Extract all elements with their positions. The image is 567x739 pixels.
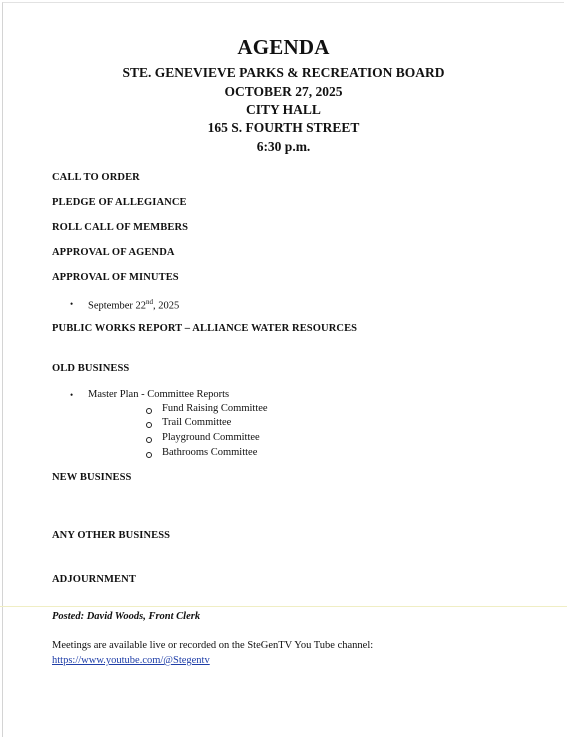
section-pledge: PLEDGE OF ALLEGIANCE (52, 197, 187, 208)
section-roll-call: ROLL CALL OF MEMBERS (52, 222, 189, 233)
meeting-location: CITY HALL (246, 102, 321, 117)
circle-bullet-icon (146, 437, 152, 443)
minutes-item-rest: , 2025 (153, 300, 180, 312)
divider (0, 606, 567, 607)
youtube-link[interactable]: https://www.youtube.com/@Stegentv (52, 655, 210, 666)
committee-item: Fund Raising Committee (162, 403, 268, 414)
meeting-date: OCTOBER 27, 2025 (224, 84, 343, 99)
section-public-works: PUBLIC WORKS REPORT – ALLIANCE WATER RESOURCES (52, 323, 358, 334)
section-old-business: OLD BUSINESS (52, 363, 130, 374)
agenda-title: AGENDA (237, 35, 330, 59)
bullet-icon: • (70, 299, 74, 309)
committee-item: Bathrooms Committee (162, 447, 258, 458)
minutes-item-text: September 22 (88, 300, 147, 312)
minutes-item (88, 298, 179, 312)
section-approval-minutes: APPROVAL OF MINUTES (52, 272, 179, 283)
meetings-note: Meetings are available live or recorded on the SteGenTV You Tube channel: (52, 640, 374, 651)
minutes-item-sup: nd (146, 298, 154, 306)
committee-item: Playground Committee (162, 432, 260, 443)
meeting-time: 6:30 p.m. (256, 139, 311, 154)
section-approval-agenda: APPROVAL OF AGENDA (52, 247, 175, 258)
master-plan-item: Master Plan - Committee Reports (88, 389, 230, 400)
section-adjournment: ADJOURNMENT (52, 574, 136, 585)
posted-by: Posted: David Woods, Front Clerk (52, 611, 201, 622)
committee-item: Trail Committee (162, 417, 232, 428)
bullet-icon: • (70, 390, 74, 400)
circle-bullet-icon (146, 422, 152, 428)
meeting-address: 165 S. FOURTH STREET (207, 120, 360, 135)
section-call-to-order: CALL TO ORDER (52, 172, 140, 183)
circle-bullet-icon (146, 452, 152, 458)
circle-bullet-icon (146, 408, 152, 414)
section-new-business: NEW BUSINESS (52, 472, 132, 483)
board-name: STE. GENEVIEVE PARKS & RECREATION BOARD (122, 65, 445, 80)
section-other-business: ANY OTHER BUSINESS (52, 530, 171, 541)
